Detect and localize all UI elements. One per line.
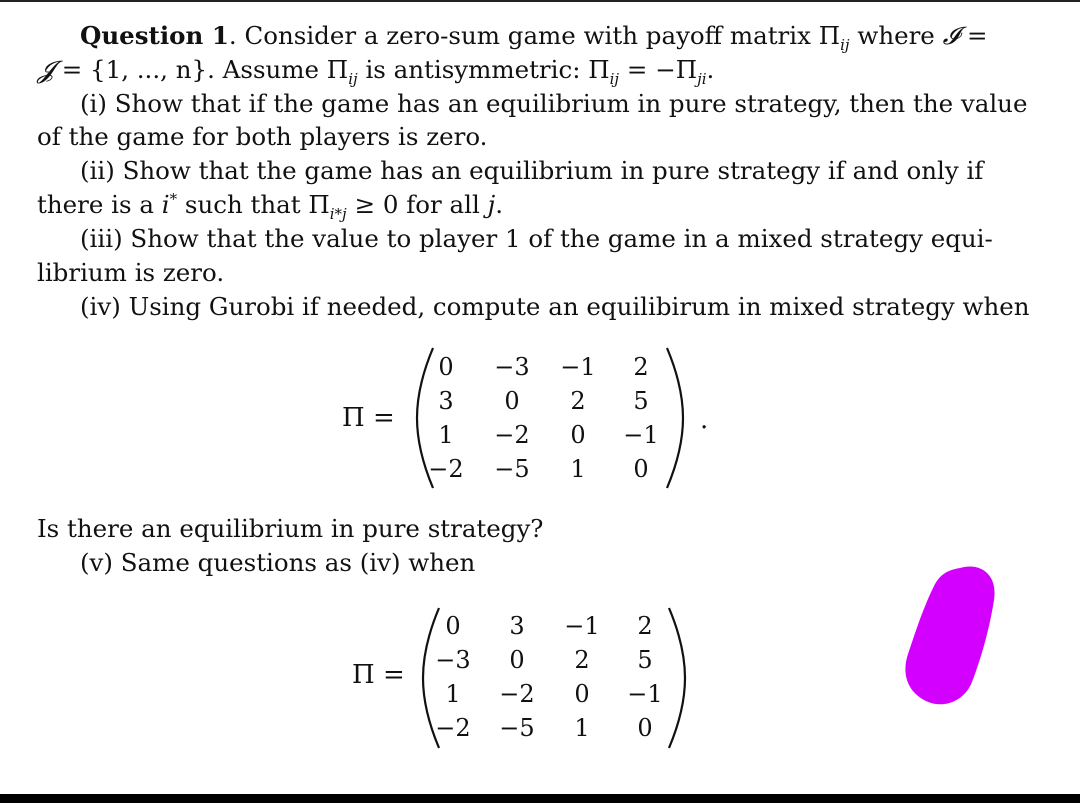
matrix2-cell-r3-c4: −1 [627, 680, 663, 708]
pi-symbol: Π [818, 21, 841, 50]
pi-subscript-ij: ij [840, 35, 850, 54]
matrix2-cell-r1-c1: 0 [445, 612, 461, 640]
matrix1-cell-r3-c1: 1 [438, 421, 454, 449]
matrix1-cell-r4-c2: −5 [494, 455, 530, 483]
part-ii-mid: such that Π [184, 190, 330, 219]
antisymmetric-text: is antisymmetric: Π [365, 55, 610, 84]
matrix2-cell-r2-c4: 5 [637, 646, 653, 674]
matrix1-cell-r2-c3: 2 [570, 387, 586, 415]
matrix1-cell-r3-c4: −1 [623, 421, 659, 449]
antisym-eq: = −Π [626, 55, 698, 84]
part-ii-post: ≥ 0 for all [354, 190, 480, 219]
matrix1-cell-r2-c1: 3 [438, 387, 454, 415]
matrix1-cell-r1-c4: 2 [633, 353, 649, 381]
part-i-line1: (i) Show that if the game has an equilibrium in pure strategy, then the value [80, 89, 1028, 118]
matrix-1-trailing-period: . [700, 405, 709, 435]
matrix1-cell-r4-c1: −2 [428, 455, 464, 483]
matrix1-cell-r1-c2: −3 [494, 353, 530, 381]
i-star-sup: * [169, 189, 178, 208]
antisym-subscript-ji: ji [697, 69, 707, 88]
matrix1-cell-r1-c3: −1 [560, 353, 596, 381]
matrix2-cell-r3-c3: 0 [574, 680, 590, 708]
matrix2-cell-r4-c2: −5 [499, 714, 535, 742]
matrix1-cell-r2-c2: 0 [504, 387, 520, 415]
assume-subscript-ij: ij [348, 69, 358, 88]
part-iii-line1: (iii) Show that the value to player 1 of the game in a mixed strategy equi- [80, 224, 993, 253]
set-i-symbol: 𝓘 [942, 21, 960, 50]
istarj-subscript: i*j [329, 204, 347, 223]
intro-text: Consider a zero-sum game with payoff matrix [244, 21, 811, 50]
part-ii-period: . [495, 190, 503, 219]
matrix1-cell-r3-c3: 0 [570, 421, 586, 449]
part-iii-line2: librium is zero. [37, 258, 225, 287]
question-title: Question 1 [80, 21, 229, 50]
matrix2-cell-r4-c1: −2 [435, 714, 471, 742]
matrix1-cell-r4-c4: 0 [633, 455, 649, 483]
matrix2-cell-r4-c3: 1 [574, 714, 590, 742]
line2-period: . [706, 55, 715, 84]
matrix2-cell-r3-c1: 1 [445, 680, 461, 708]
matrix1-cell-r3-c2: −2 [494, 421, 530, 449]
matrix1-cell-r2-c4: 5 [633, 387, 649, 415]
matrix-1-label: Π = [342, 403, 395, 433]
matrix2-cell-r3-c2: −2 [499, 680, 535, 708]
matrix2-cell-r2-c3: 2 [574, 646, 590, 674]
part-ii-line1: (ii) Show that the game has an equilibrium in pure strategy if and only if [80, 156, 984, 185]
pure-strategy-question: Is there an equilibrium in pure strategy? [37, 514, 544, 543]
matrix2-cell-r1-c4: 2 [637, 612, 653, 640]
equals-sign: = [966, 21, 988, 50]
part-v-line: (v) Same questions as (iv) when [80, 548, 476, 577]
matrix2-cell-r1-c2: 3 [509, 612, 525, 640]
title-period: . [228, 21, 237, 50]
matrix2-cell-r2-c1: −3 [435, 646, 471, 674]
set-j-symbol: 𝓙 [37, 55, 54, 84]
assume-text: Assume Π [222, 55, 349, 84]
question-heading-line [80, 20, 988, 52]
matrix1-cell-r1-c1: 0 [438, 353, 454, 381]
part-ii-pre: there is a [37, 190, 154, 219]
i-star-var: i [161, 190, 170, 219]
part-ii-line2 [37, 189, 503, 221]
matrix-2-label: Π = [352, 660, 405, 690]
matrix2-cell-r4-c4: 0 [637, 714, 653, 742]
magenta-highlight-blob [898, 560, 1008, 719]
where-text: where [857, 21, 935, 50]
matrix1-cell-r4-c3: 1 [570, 455, 586, 483]
j-var: j [487, 190, 496, 219]
set-definition-line [37, 54, 714, 86]
matrix2-cell-r1-c3: −1 [564, 612, 600, 640]
bottom-border [0, 794, 1080, 803]
matrix2-cell-r2-c2: 0 [509, 646, 525, 674]
part-i-line2: of the game for both players is zero. [37, 122, 488, 151]
part-iv-line: (iv) Using Gurobi if needed, compute an equilibirum in mixed strategy when [80, 292, 1030, 321]
antisym-subscript-ij: ij [609, 69, 620, 88]
set-definition: = {1, ..., n}. [61, 55, 215, 84]
